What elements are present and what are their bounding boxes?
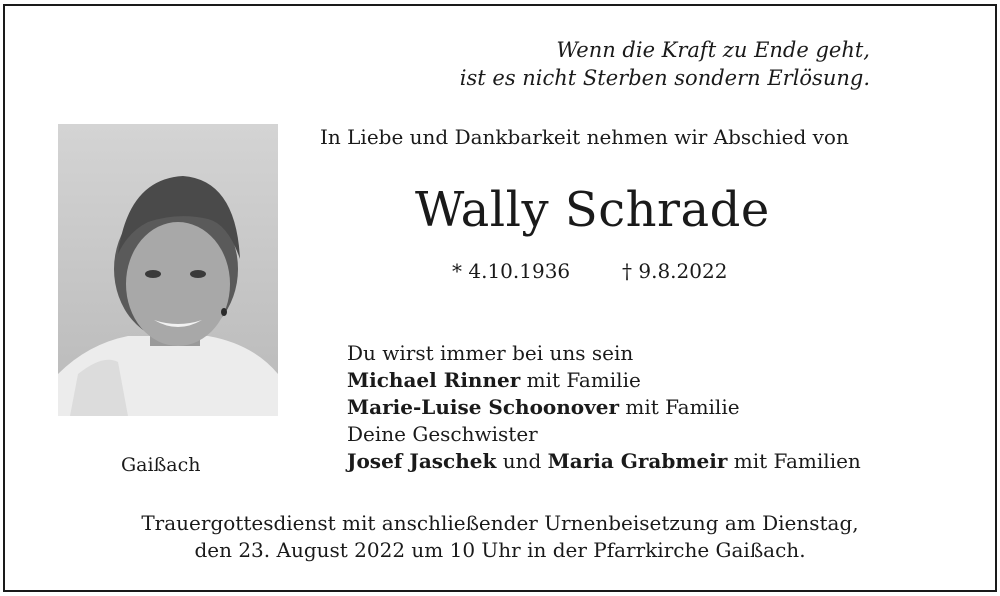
mourner-name: Maria Grabmeir (547, 449, 728, 473)
place-name: Gaißach (121, 454, 201, 476)
portrait-photo (58, 124, 278, 416)
mourner-name: Josef Jaschek (347, 449, 497, 473)
motto-line-1: Wenn die Kraft zu Ende geht, (556, 38, 870, 62)
service-line-1: Trauergottesdienst mit anschließender Urnenbeisetzung am Dienstag, (141, 511, 859, 535)
mourners-line-4: Deine Geschwister (347, 422, 538, 446)
service-line-2: den 23. August 2022 um 10 Uhr in der Pfarrkirche Gaißach. (194, 538, 806, 562)
mourner-suffix: mit Familie (520, 368, 641, 392)
mourner-conjunction: und (496, 449, 548, 473)
birth-date: * 4.10.1936 (452, 259, 571, 283)
intro-text: In Liebe und Dankbarkeit nehmen wir Abschied von (320, 125, 849, 149)
mourner-name: Marie-Luise Schoonover (347, 395, 620, 419)
mourner-name: Michael Rinner (347, 368, 521, 392)
death-date: † 9.8.2022 (622, 259, 728, 283)
mourners-list (347, 340, 861, 475)
mourners-line-2 (347, 367, 861, 394)
motto-line-2: ist es nicht Sterben sondern Erlösung. (459, 66, 870, 90)
mourners-line-1: Du wirst immer bei uns sein (347, 341, 634, 365)
service-announcement (0, 510, 1000, 564)
motto-quote (460, 36, 870, 92)
portrait-illustration (58, 124, 278, 416)
deceased-name: Wally Schrade (415, 182, 770, 238)
mourners-line-3 (347, 394, 861, 421)
mourner-suffix: mit Familien (727, 449, 861, 473)
mourner-suffix: mit Familie (619, 395, 740, 419)
mourners-line-5 (347, 448, 861, 475)
